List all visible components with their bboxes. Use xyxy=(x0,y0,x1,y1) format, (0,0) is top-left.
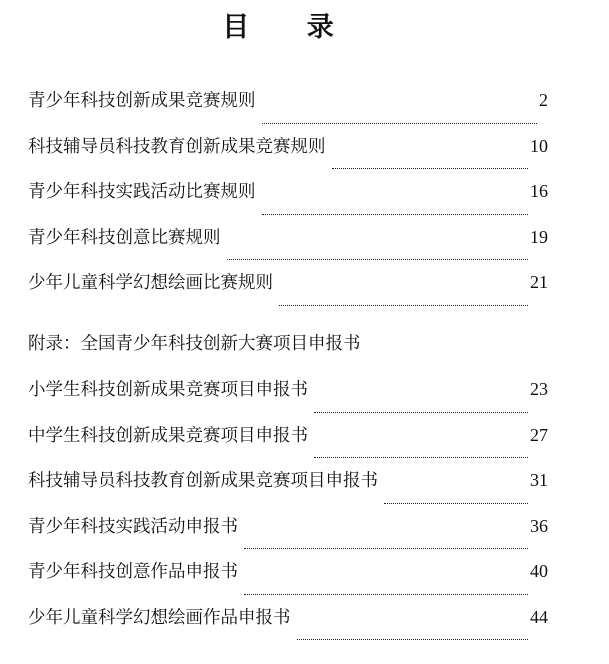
toc-entry-page: 36 xyxy=(530,515,548,536)
dot-leader xyxy=(279,305,528,306)
toc-entry-title: 少年儿童科学幻想绘画比赛规则 xyxy=(28,273,273,293)
toc-entry[interactable] xyxy=(28,86,548,132)
toc-entry[interactable] xyxy=(28,421,548,467)
toc-entry-title: 青少年科技创新成果竞赛规则 xyxy=(28,91,256,111)
toc-entry[interactable] xyxy=(28,177,548,223)
toc-entry-page: 19 xyxy=(530,226,548,247)
dot-leader xyxy=(244,594,528,595)
toc-entry-page: 31 xyxy=(530,470,548,490)
toc-entry-title: 中学生科技创新成果竞赛项目申报书 xyxy=(28,425,308,446)
dot-leader xyxy=(297,639,529,640)
toc-entry[interactable] xyxy=(28,375,548,421)
toc-entry[interactable] xyxy=(28,557,548,603)
dot-leader xyxy=(262,123,538,124)
toc-entry-page: 40 xyxy=(530,561,548,581)
toc-entry[interactable] xyxy=(28,512,548,558)
toc-entry-page: 10 xyxy=(530,135,548,156)
toc-entry-title: 青少年科技创意作品申报书 xyxy=(28,562,238,582)
toc-entry-page: 21 xyxy=(530,272,548,292)
appendix-heading: 附录：全国青少年科技创新大赛项目申报书 xyxy=(28,334,361,354)
toc-main-list xyxy=(28,86,548,314)
page-title: 目 录 xyxy=(222,12,358,43)
toc-entry-title: 青少年科技实践活动比赛规则 xyxy=(28,182,256,202)
toc-entry-title: 青少年科技创意比赛规则 xyxy=(28,227,221,248)
toc-entry-title: 少年儿童科学幻想绘画作品申报书 xyxy=(28,607,291,628)
dot-leader xyxy=(244,548,528,549)
toc-entry[interactable] xyxy=(28,223,548,269)
toc-entry[interactable] xyxy=(28,466,548,512)
toc-entry-page: 2 xyxy=(539,90,548,110)
toc-entry-title: 青少年科技实践活动申报书 xyxy=(28,516,238,537)
toc-entry[interactable] xyxy=(28,603,548,649)
toc-appendix-list xyxy=(28,375,548,648)
toc-entry-title: 科技辅导员科技教育创新成果竞赛项目申报书 xyxy=(28,471,378,491)
dot-leader xyxy=(262,214,529,215)
toc-entry-page: 23 xyxy=(530,379,548,399)
toc-entry-title: 小学生科技创新成果竞赛项目申报书 xyxy=(28,380,308,400)
dot-leader xyxy=(314,412,528,413)
dot-leader xyxy=(314,457,528,458)
toc-entry[interactable] xyxy=(28,132,548,178)
toc-entry-page: 27 xyxy=(530,424,548,445)
dot-leader xyxy=(332,168,529,169)
toc-entry-page: 16 xyxy=(530,181,548,201)
toc-entry[interactable] xyxy=(28,268,548,314)
toc-entry-page: 44 xyxy=(530,606,548,627)
toc-entry-title: 科技辅导员科技教育创新成果竞赛规则 xyxy=(28,136,326,157)
dot-leader xyxy=(384,503,528,504)
dot-leader xyxy=(227,259,529,260)
